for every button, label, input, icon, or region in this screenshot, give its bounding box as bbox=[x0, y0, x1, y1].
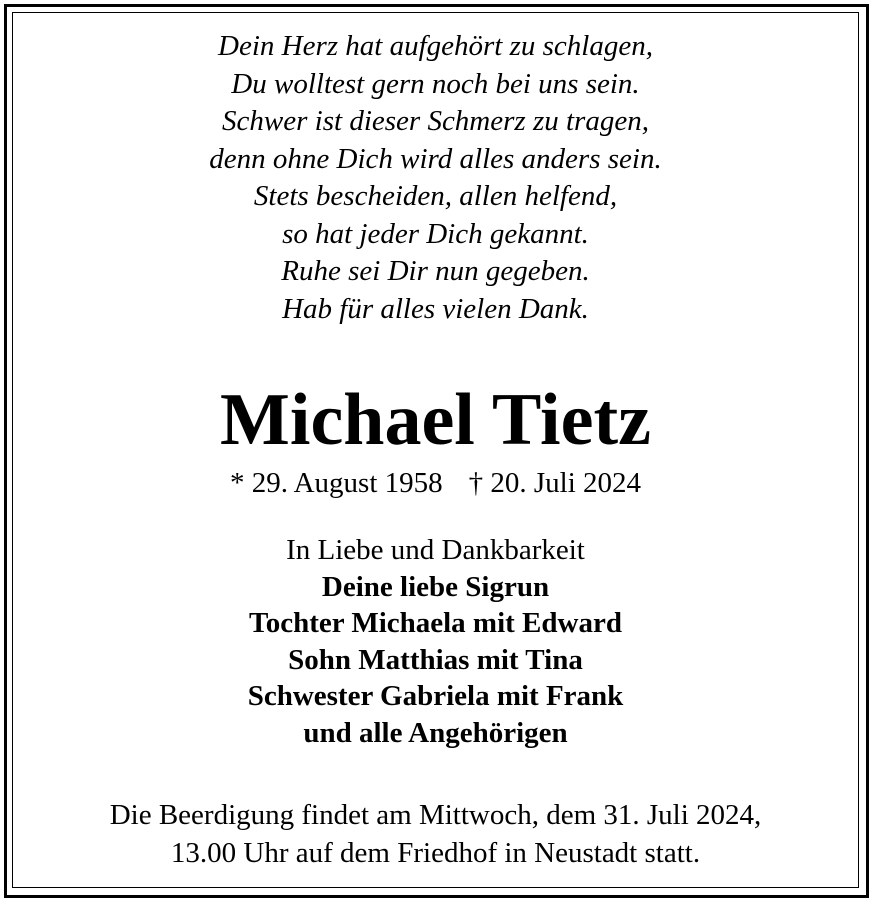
poem-line: Ruhe sei Dir nun gegeben. bbox=[281, 255, 590, 287]
poem-line: so hat jeder Dich gekannt. bbox=[282, 217, 589, 250]
poem-line: denn ohne Dich wird alles anders sein. bbox=[209, 142, 662, 175]
death-date: † 20. Juli 2024 bbox=[468, 467, 642, 499]
poem-line: Stets bescheiden, allen helfend, bbox=[253, 180, 618, 212]
funeral-line: Die Beerdigung findet am Mittwoch, dem 31. Juli 2024, bbox=[109, 799, 762, 831]
deceased-name: Michael Tietz bbox=[220, 379, 651, 461]
poem-line: Du wolltest gern noch bei uns sein. bbox=[231, 67, 640, 100]
mourner-name: und alle Angehörigen bbox=[303, 716, 568, 749]
mourner-name: Tochter Michaela mit Edward bbox=[249, 607, 622, 639]
mourners-list bbox=[0, 532, 871, 751]
birth-date: * 29. August 1958 bbox=[229, 467, 443, 499]
poem-line: Schwer ist dieser Schmerz zu tragen, bbox=[222, 105, 649, 137]
poem-line: Hab für alles vielen Dank. bbox=[282, 292, 589, 325]
mourner-name: Sohn Matthias mit Tina bbox=[288, 643, 583, 676]
mourner-name: Deine liebe Sigrun bbox=[321, 570, 550, 603]
life-dates bbox=[0, 465, 871, 501]
poem-line: Dein Herz hat aufgehört zu schlagen, bbox=[218, 30, 653, 62]
funeral-line: 13.00 Uhr auf dem Friedhof in Neustadt statt. bbox=[170, 837, 701, 869]
funeral-details bbox=[0, 796, 871, 872]
mourner-name: Schwester Gabriela mit Frank bbox=[247, 680, 624, 712]
memorial-poem bbox=[0, 28, 871, 328]
mourners-intro: In Liebe und Dankbarkeit bbox=[286, 534, 585, 566]
